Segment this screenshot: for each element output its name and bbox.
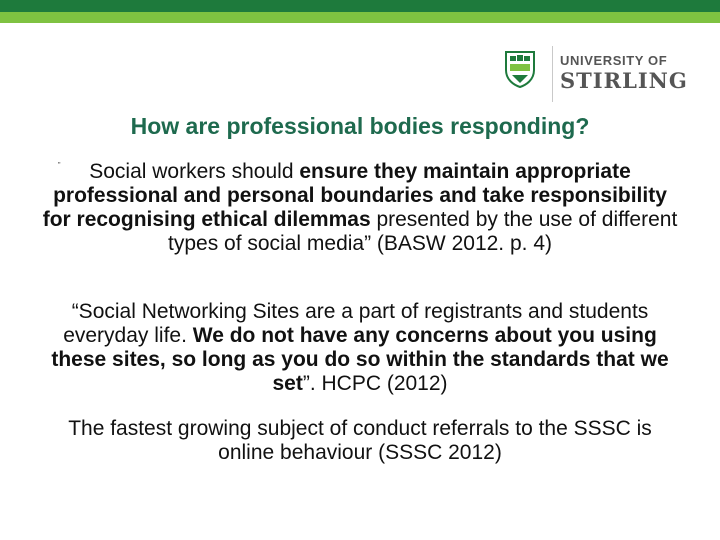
logo-stirling: STIRLING <box>560 68 688 93</box>
basw-quote-end: presented by the use of different types of social media” (BASW 2012. p. 4) <box>168 208 678 255</box>
basw-quote-start: Social workers should <box>89 160 300 183</box>
stray-quote-mark: " <box>58 162 61 169</box>
basw-quote-emphasis: ensure they maintain appropriate professional and personal boundaries and take responsibility for recognising ethical dilemmas <box>42 160 667 231</box>
hcpc-quote <box>40 300 680 396</box>
hcpc-quote-emphasis: We do not have any concerns about you using these sites, so long as you do so within the standards that we set <box>51 324 669 395</box>
logo-university-of: UNIVERSITY OF <box>560 53 668 68</box>
university-logo <box>500 44 690 106</box>
hcpc-quote-start: “Social Networking Sites are a part of registrants and students everyday life. <box>63 300 649 347</box>
university-crest-icon <box>504 50 536 88</box>
hcpc-quote-end: ”. HCPC (2012) <box>302 372 448 395</box>
slide-title: How are professional bodies responding? <box>130 113 590 139</box>
basw-quote <box>40 160 680 256</box>
logo-divider <box>552 46 553 102</box>
header-bar-dark <box>0 0 720 12</box>
header-bar-light <box>0 12 720 23</box>
sssc-statement: The fastest growing subject of conduct referrals to the SSSC is online behaviour (SSSC 2012) <box>68 417 652 464</box>
